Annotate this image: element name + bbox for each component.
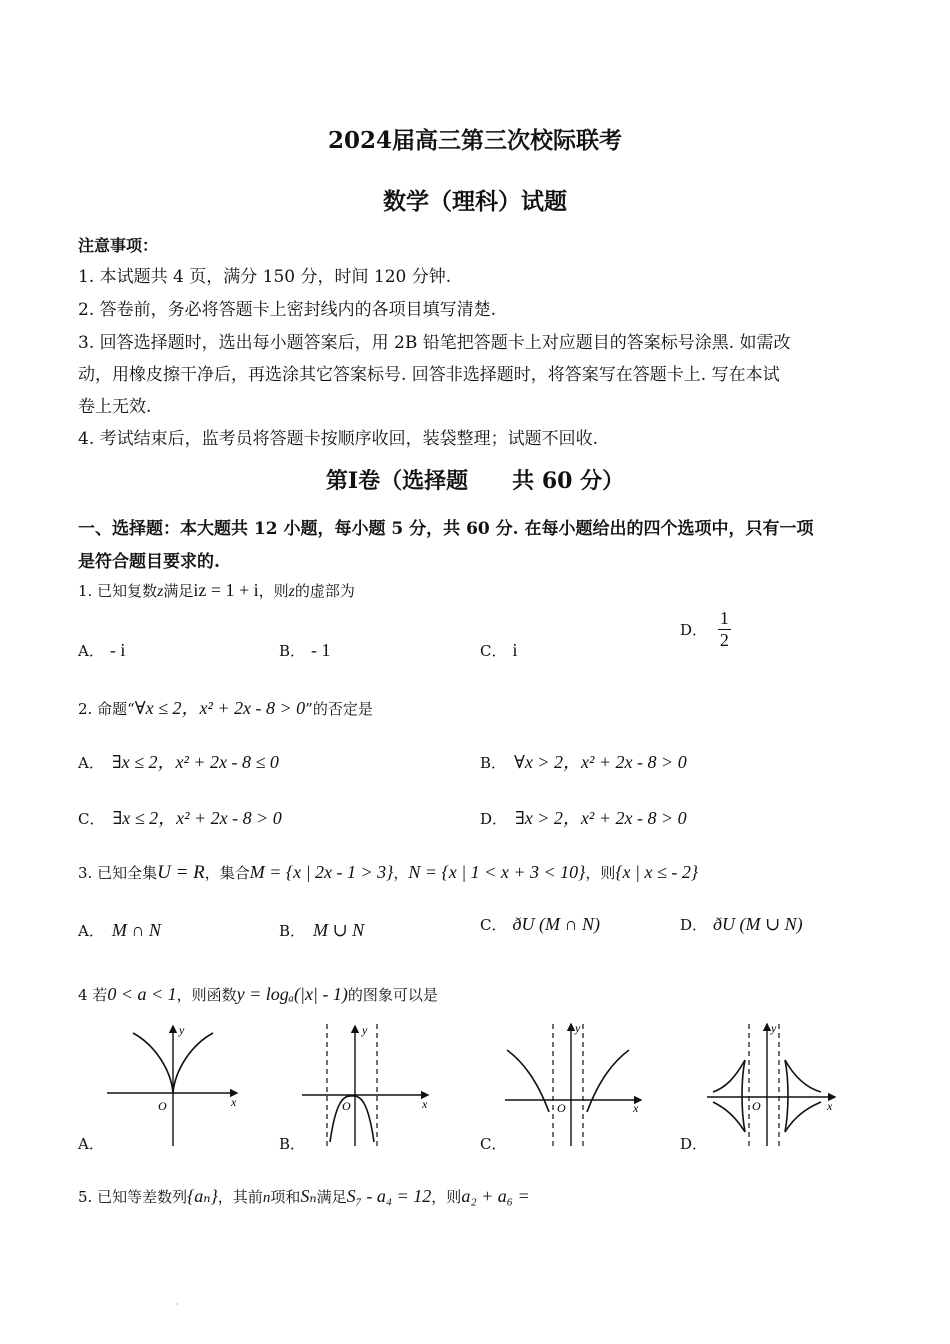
notice-line: 动，用橡皮擦干净后，再选涂其它答案标号. 回答非选择题时，将答案写在答题卡上. 写在本试 (78, 365, 780, 385)
q2-option-d: D． ∃x > 2，x² + 2x - 8 > 0 (480, 808, 687, 828)
axis-x-label: x (633, 1101, 639, 1115)
q4-option-c: C． (480, 1135, 507, 1153)
notice-line: 4. 考试结束后，监考员将答题卡按顺序收回，装袋整理；试题不回收. (78, 429, 599, 449)
q2-option-b: B． ∀x > 2，x² + 2x - 8 > 0 (480, 752, 687, 772)
axis-y-label: y (179, 1023, 185, 1037)
axis-y-label: y (771, 1021, 777, 1035)
q1-prefix: 1. 已知复数 (78, 582, 158, 600)
origin-label: O (342, 1099, 351, 1113)
origin-label: O (557, 1101, 566, 1115)
q1-suffix-b: 的虚部为 (294, 582, 355, 600)
q4-graph-d (705, 1020, 845, 1150)
q4-option-b: B． (279, 1135, 306, 1153)
notice-line: 3. 回答选择题时，选出每小题答案后，用 2B 铅笔把答题卡上对应题目的答案标号涂黑. 如需改 (78, 333, 791, 353)
question-2-stem: 2. 命题“∀x ≤ 2，x² + 2x - 8 > 0”的否定是 (78, 698, 373, 718)
q4-graph-a (105, 1020, 245, 1150)
footer-mark: · (176, 1300, 179, 1309)
q2-option-a: A． ∃x ≤ 2，x² + 2x - 8 ≤ 0 (78, 752, 279, 772)
q1-mid: 满足 (163, 582, 194, 600)
part-heading-line: 一、选择题：本大题共 12 小题，每小题 5 分，共 60 分. 在每小题给出的四个选项中，只有一项 (78, 519, 814, 539)
origin-label: O (158, 1099, 167, 1113)
exam-subtitle: 数学（理科）试题 (383, 188, 567, 215)
axis-x-label: x (827, 1099, 833, 1113)
fraction: $\frac{1}{2}$ (719, 608, 729, 650)
notice-line: 1. 本试题共 4 页，满分 150 分，时间 120 分钟. (78, 267, 452, 287)
question-3-stem: 3. 已知全集U = R，集合M = {x | 2x - 1 > 3}，N = {x | 1 < x + 3 < 10}，则{x | x ≤ - 2} (78, 862, 699, 883)
exam-title: 2024届高三第三次校际联考 (327, 127, 622, 154)
q2-option-c: C． ∃x ≤ 2，x² + 2x - 8 > 0 (78, 808, 282, 828)
q1-suffix-a: ，则 (258, 582, 289, 600)
q1-option-d: D． $\frac{1}{2}$ (680, 608, 729, 650)
notice-heading: 注意事项： (78, 236, 159, 255)
axis-x-label: x (231, 1095, 237, 1109)
q1-condition: iz = 1 + i (193, 580, 259, 600)
q4-graph-c (503, 1020, 653, 1150)
question-5-stem: 5. 已知等差数列{aₙ}，其前n项和Sₙ满足S₇ - a₄ = 12，则a₂ + a₆ = (78, 1186, 530, 1206)
q1-option-c: C． i (480, 640, 518, 660)
question-4-stem: 4 若0 < a < 1，则函数y = logₐ(|x| - 1)的图象可以是 (78, 984, 438, 1004)
q4-option-d: D． (680, 1135, 708, 1153)
q3-option-c: C． ðU (M ∩ N) (480, 914, 600, 934)
q1-option-b: B． - 1 (279, 640, 331, 660)
q4-option-a: A． (78, 1135, 104, 1153)
q1-var-2: z (288, 583, 295, 600)
q1-option-a: A． - i (78, 640, 126, 660)
part-heading-line: 是符合题目要求的. (78, 552, 220, 572)
axis-y-label: y (362, 1023, 368, 1037)
origin-label: O (752, 1099, 761, 1113)
notice-line: 卷上无效. (78, 397, 152, 417)
axis-x-label: x (422, 1097, 428, 1111)
notice-line: 2. 答卷前，务必将答题卡上密封线内的各项目填写清楚. (78, 300, 497, 320)
q1-var: z (157, 583, 164, 600)
question-1-stem (78, 580, 355, 601)
q3-option-d: D． ðU (M ∪ N) (680, 914, 803, 934)
section-title: 第Ⅰ卷（选择题 共 60 分） (325, 468, 625, 494)
q3-option-b: B． M ∪ N (279, 920, 365, 940)
q2-statement: ∀x ≤ 2，x² + 2x - 8 > 0 (134, 698, 306, 718)
q3-option-a: A． M ∩ N (78, 920, 161, 940)
q4-graph-b (300, 1020, 440, 1150)
axis-y-label: y (575, 1021, 581, 1035)
